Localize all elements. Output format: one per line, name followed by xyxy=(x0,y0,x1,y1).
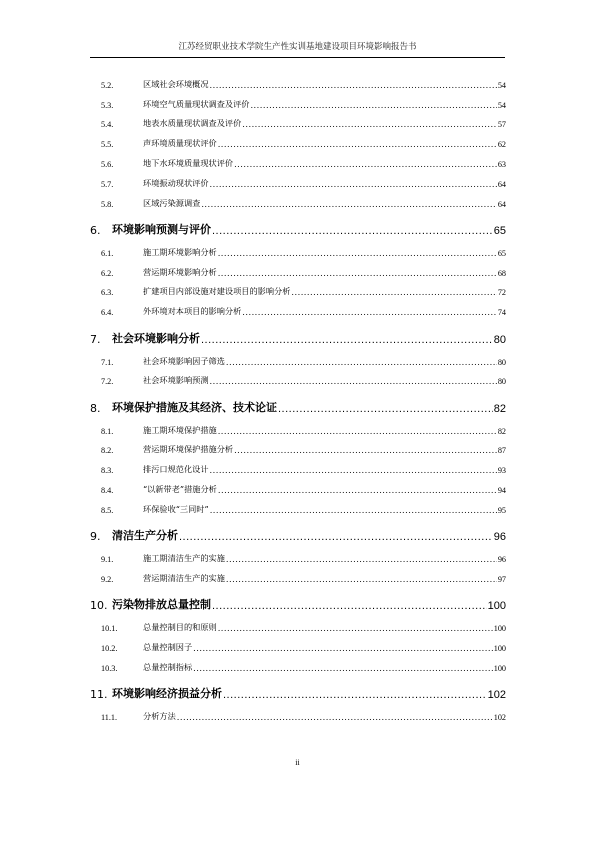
toc-leader-dots xyxy=(226,554,497,564)
toc-section-entry[interactable] xyxy=(90,436,506,456)
toc-entry-title: 施工期环境影响分析 xyxy=(143,246,217,257)
toc-entry-page: 64 xyxy=(497,199,506,209)
toc-leader-dots xyxy=(291,287,496,297)
toc-entry-number: 8.4. xyxy=(101,486,114,496)
toc-entry-number: 8. xyxy=(90,401,101,415)
toc-section-entry[interactable] xyxy=(90,90,506,110)
toc-entry-page: 102 xyxy=(493,713,506,723)
toc-entry-page: 100 xyxy=(487,600,506,613)
table-of-contents xyxy=(90,70,506,722)
toc-chapter-entry[interactable] xyxy=(90,386,506,416)
toc-entry-number: 8.2. xyxy=(101,446,114,456)
toc-entry-number: 6. xyxy=(90,224,101,238)
toc-leader-dots xyxy=(223,689,487,701)
toc-section-entry[interactable] xyxy=(90,613,506,633)
toc-entry-title: 施工期清洁生产的实施 xyxy=(143,553,225,564)
toc-section-entry[interactable] xyxy=(90,475,506,495)
toc-entry-title: 地表水质量现状调查及评价 xyxy=(143,118,242,129)
toc-leader-dots xyxy=(218,268,497,278)
toc-leader-dots xyxy=(226,357,497,367)
toc-chapter-entry[interactable] xyxy=(90,515,506,545)
toc-entry-page: 72 xyxy=(497,288,506,298)
toc-entry-title: 污染物排放总量控制 xyxy=(112,598,211,612)
toc-entry-title: 社会环境影响分析 xyxy=(112,331,200,345)
toc-entry-number: 5.5. xyxy=(101,140,114,150)
toc-leader-dots xyxy=(193,663,493,673)
toc-leader-dots xyxy=(250,100,496,110)
toc-entry-title: 营运期环境影响分析 xyxy=(143,266,217,277)
toc-section-entry[interactable] xyxy=(90,129,506,149)
toc-entry-title: 环保验收“三同时” xyxy=(143,503,209,514)
toc-entry-title: 区域社会环境概况 xyxy=(143,78,209,89)
toc-leader-dots xyxy=(234,159,497,169)
toc-entry-title: 地下水环境质量现状评价 xyxy=(143,157,234,168)
toc-leader-dots xyxy=(278,403,493,415)
toc-entry-number: 11. xyxy=(90,688,108,702)
toc-entry-page: 82 xyxy=(493,402,506,415)
toc-section-entry[interactable] xyxy=(90,564,506,584)
toc-entry-page: 54 xyxy=(497,80,506,90)
toc-entry-page: 65 xyxy=(493,225,506,238)
toc-entry-number: 6.4. xyxy=(101,308,114,318)
toc-entry-number: 9. xyxy=(90,530,101,544)
toc-leader-dots xyxy=(210,80,497,90)
toc-entry-title: 清洁生产分析 xyxy=(112,529,178,543)
toc-entry-number: 5.7. xyxy=(101,179,114,189)
toc-entry-title: 环境保护措施及其经济、技术论证 xyxy=(112,400,277,414)
toc-leader-dots xyxy=(218,139,497,149)
toc-entry-page: 54 xyxy=(497,100,506,110)
toc-entry-page: 74 xyxy=(497,308,506,318)
toc-entry-page: 96 xyxy=(497,555,506,565)
toc-entry-page: 97 xyxy=(497,574,506,584)
toc-entry-title: 环境振动现状评价 xyxy=(143,177,209,188)
toc-entry-title: 扩建项目内部设施对建设项目的影响分析 xyxy=(143,286,291,297)
toc-entry-page: 95 xyxy=(497,505,506,515)
toc-entry-number: 5.3. xyxy=(101,100,114,110)
toc-leader-dots xyxy=(210,505,497,515)
toc-entry-number: 10.3. xyxy=(101,663,118,673)
toc-section-entry[interactable] xyxy=(90,544,506,564)
toc-entry-title: 排污口规范化设计 xyxy=(143,464,209,475)
toc-leader-dots xyxy=(193,643,493,653)
toc-chapter-entry[interactable] xyxy=(90,317,506,347)
toc-leader-dots xyxy=(212,600,487,612)
toc-entry-title: 分析方法 xyxy=(143,711,176,722)
toc-entry-number: 5.6. xyxy=(101,159,114,169)
toc-entry-page: 100 xyxy=(493,644,506,654)
toc-section-entry[interactable] xyxy=(90,189,506,209)
toc-entry-number: 5.2. xyxy=(101,80,114,90)
toc-entry-title: 总量控制指标 xyxy=(143,661,193,672)
toc-entry-page: 96 xyxy=(493,531,506,544)
toc-section-entry[interactable] xyxy=(90,258,506,278)
toc-chapter-entry[interactable] xyxy=(90,209,506,239)
toc-entry-page: 93 xyxy=(497,466,506,476)
toc-entry-number: 7.1. xyxy=(101,357,114,367)
toc-leader-dots xyxy=(177,712,493,722)
toc-entry-number: 7. xyxy=(90,332,101,346)
toc-section-entry[interactable] xyxy=(90,297,506,317)
toc-entry-title: 区域污染源调查 xyxy=(143,197,201,208)
toc-entry-title: 环境影响经济损益分析 xyxy=(112,687,222,701)
toc-entry-page: 100 xyxy=(493,624,506,634)
toc-leader-dots xyxy=(179,531,493,543)
toc-entry-number: 8.3. xyxy=(101,466,114,476)
toc-section-entry[interactable] xyxy=(90,455,506,475)
toc-entry-number: 10.1. xyxy=(101,624,118,634)
toc-section-entry[interactable] xyxy=(90,653,506,673)
toc-entry-title: 环境影响预测与评价 xyxy=(112,223,211,237)
toc-leader-dots xyxy=(218,485,497,495)
toc-entry-number: 10. xyxy=(90,599,108,613)
toc-entry-number: 8.5. xyxy=(101,505,114,515)
toc-entry-number: 6.1. xyxy=(101,248,114,258)
toc-leader-dots xyxy=(212,225,493,237)
toc-section-entry[interactable] xyxy=(90,367,506,387)
toc-entry-page: 62 xyxy=(497,140,506,150)
toc-leader-dots xyxy=(201,334,493,346)
toc-entry-number: 10.2. xyxy=(101,644,118,654)
toc-entry-number: 8.1. xyxy=(101,426,114,436)
toc-entry-title: 总量控制因子 xyxy=(143,642,193,653)
toc-entry-page: 64 xyxy=(497,179,506,189)
toc-entry-page: 57 xyxy=(497,120,506,130)
toc-entry-number: 9.1. xyxy=(101,555,114,565)
toc-entry-title: 社会环境影响预测 xyxy=(143,375,209,386)
toc-section-entry[interactable] xyxy=(90,70,506,90)
toc-entry-title: 外环境对本项目的影响分析 xyxy=(143,306,242,317)
toc-leader-dots xyxy=(218,248,497,258)
toc-entry-page: 68 xyxy=(497,268,506,278)
toc-entry-title: 社会环境影响因子筛选 xyxy=(143,355,225,366)
toc-entry-page: 80 xyxy=(493,333,506,346)
toc-entry-number: 6.3. xyxy=(101,288,114,298)
toc-entry-title: “以新带老”措施分析 xyxy=(143,484,217,495)
toc-entry-page: 80 xyxy=(497,357,506,367)
toc-section-entry[interactable] xyxy=(90,110,506,130)
toc-leader-dots xyxy=(218,623,493,633)
toc-entry-page: 87 xyxy=(497,446,506,456)
toc-leader-dots xyxy=(234,445,497,455)
toc-section-entry[interactable] xyxy=(90,169,506,189)
toc-section-entry[interactable] xyxy=(90,495,506,515)
toc-entry-page: 102 xyxy=(487,689,506,702)
toc-leader-dots xyxy=(210,376,497,386)
toc-entry-page: 100 xyxy=(493,663,506,673)
toc-section-entry[interactable] xyxy=(90,347,506,367)
toc-section-entry[interactable] xyxy=(90,238,506,258)
toc-leader-dots xyxy=(210,179,497,189)
toc-entry-number: 6.2. xyxy=(101,268,114,278)
toc-entry-page: 82 xyxy=(497,426,506,436)
toc-entry-page: 94 xyxy=(497,486,506,496)
toc-entry-page: 63 xyxy=(497,159,506,169)
header-rule xyxy=(90,57,505,58)
toc-leader-dots xyxy=(242,119,497,129)
toc-leader-dots xyxy=(226,574,497,584)
page-number: ii xyxy=(295,758,300,767)
toc-entry-number: 11.1. xyxy=(101,713,118,723)
toc-section-entry[interactable] xyxy=(90,702,506,722)
toc-section-entry[interactable] xyxy=(90,278,506,298)
toc-entry-number: 7.2. xyxy=(101,377,114,387)
toc-leader-dots xyxy=(201,199,496,209)
toc-chapter-entry[interactable] xyxy=(90,673,506,703)
toc-entry-title: 声环境质量现状评价 xyxy=(143,138,217,149)
toc-section-entry[interactable] xyxy=(90,416,506,436)
toc-entry-page: 80 xyxy=(497,377,506,387)
toc-entry-number: 9.2. xyxy=(101,574,114,584)
running-header: 江苏经贸职业技术学院生产性实训基地建设项目环境影响报告书 xyxy=(178,42,417,52)
toc-entry-title: 营运期环境保护措施分析 xyxy=(143,444,234,455)
toc-entry-number: 5.8. xyxy=(101,199,114,209)
toc-entry-page: 65 xyxy=(497,248,506,258)
toc-chapter-entry[interactable] xyxy=(90,584,506,614)
toc-section-entry[interactable] xyxy=(90,633,506,653)
toc-entry-title: 环境空气质量现状调查及评价 xyxy=(143,98,250,109)
toc-entry-title: 营运期清洁生产的实施 xyxy=(143,572,225,583)
toc-entry-title: 施工期环境保护措施 xyxy=(143,424,217,435)
toc-leader-dots xyxy=(218,426,497,436)
toc-section-entry[interactable] xyxy=(90,149,506,169)
toc-leader-dots xyxy=(210,465,497,475)
toc-leader-dots xyxy=(242,307,497,317)
toc-entry-title: 总量控制目的和原则 xyxy=(143,622,217,633)
toc-entry-number: 5.4. xyxy=(101,120,114,130)
